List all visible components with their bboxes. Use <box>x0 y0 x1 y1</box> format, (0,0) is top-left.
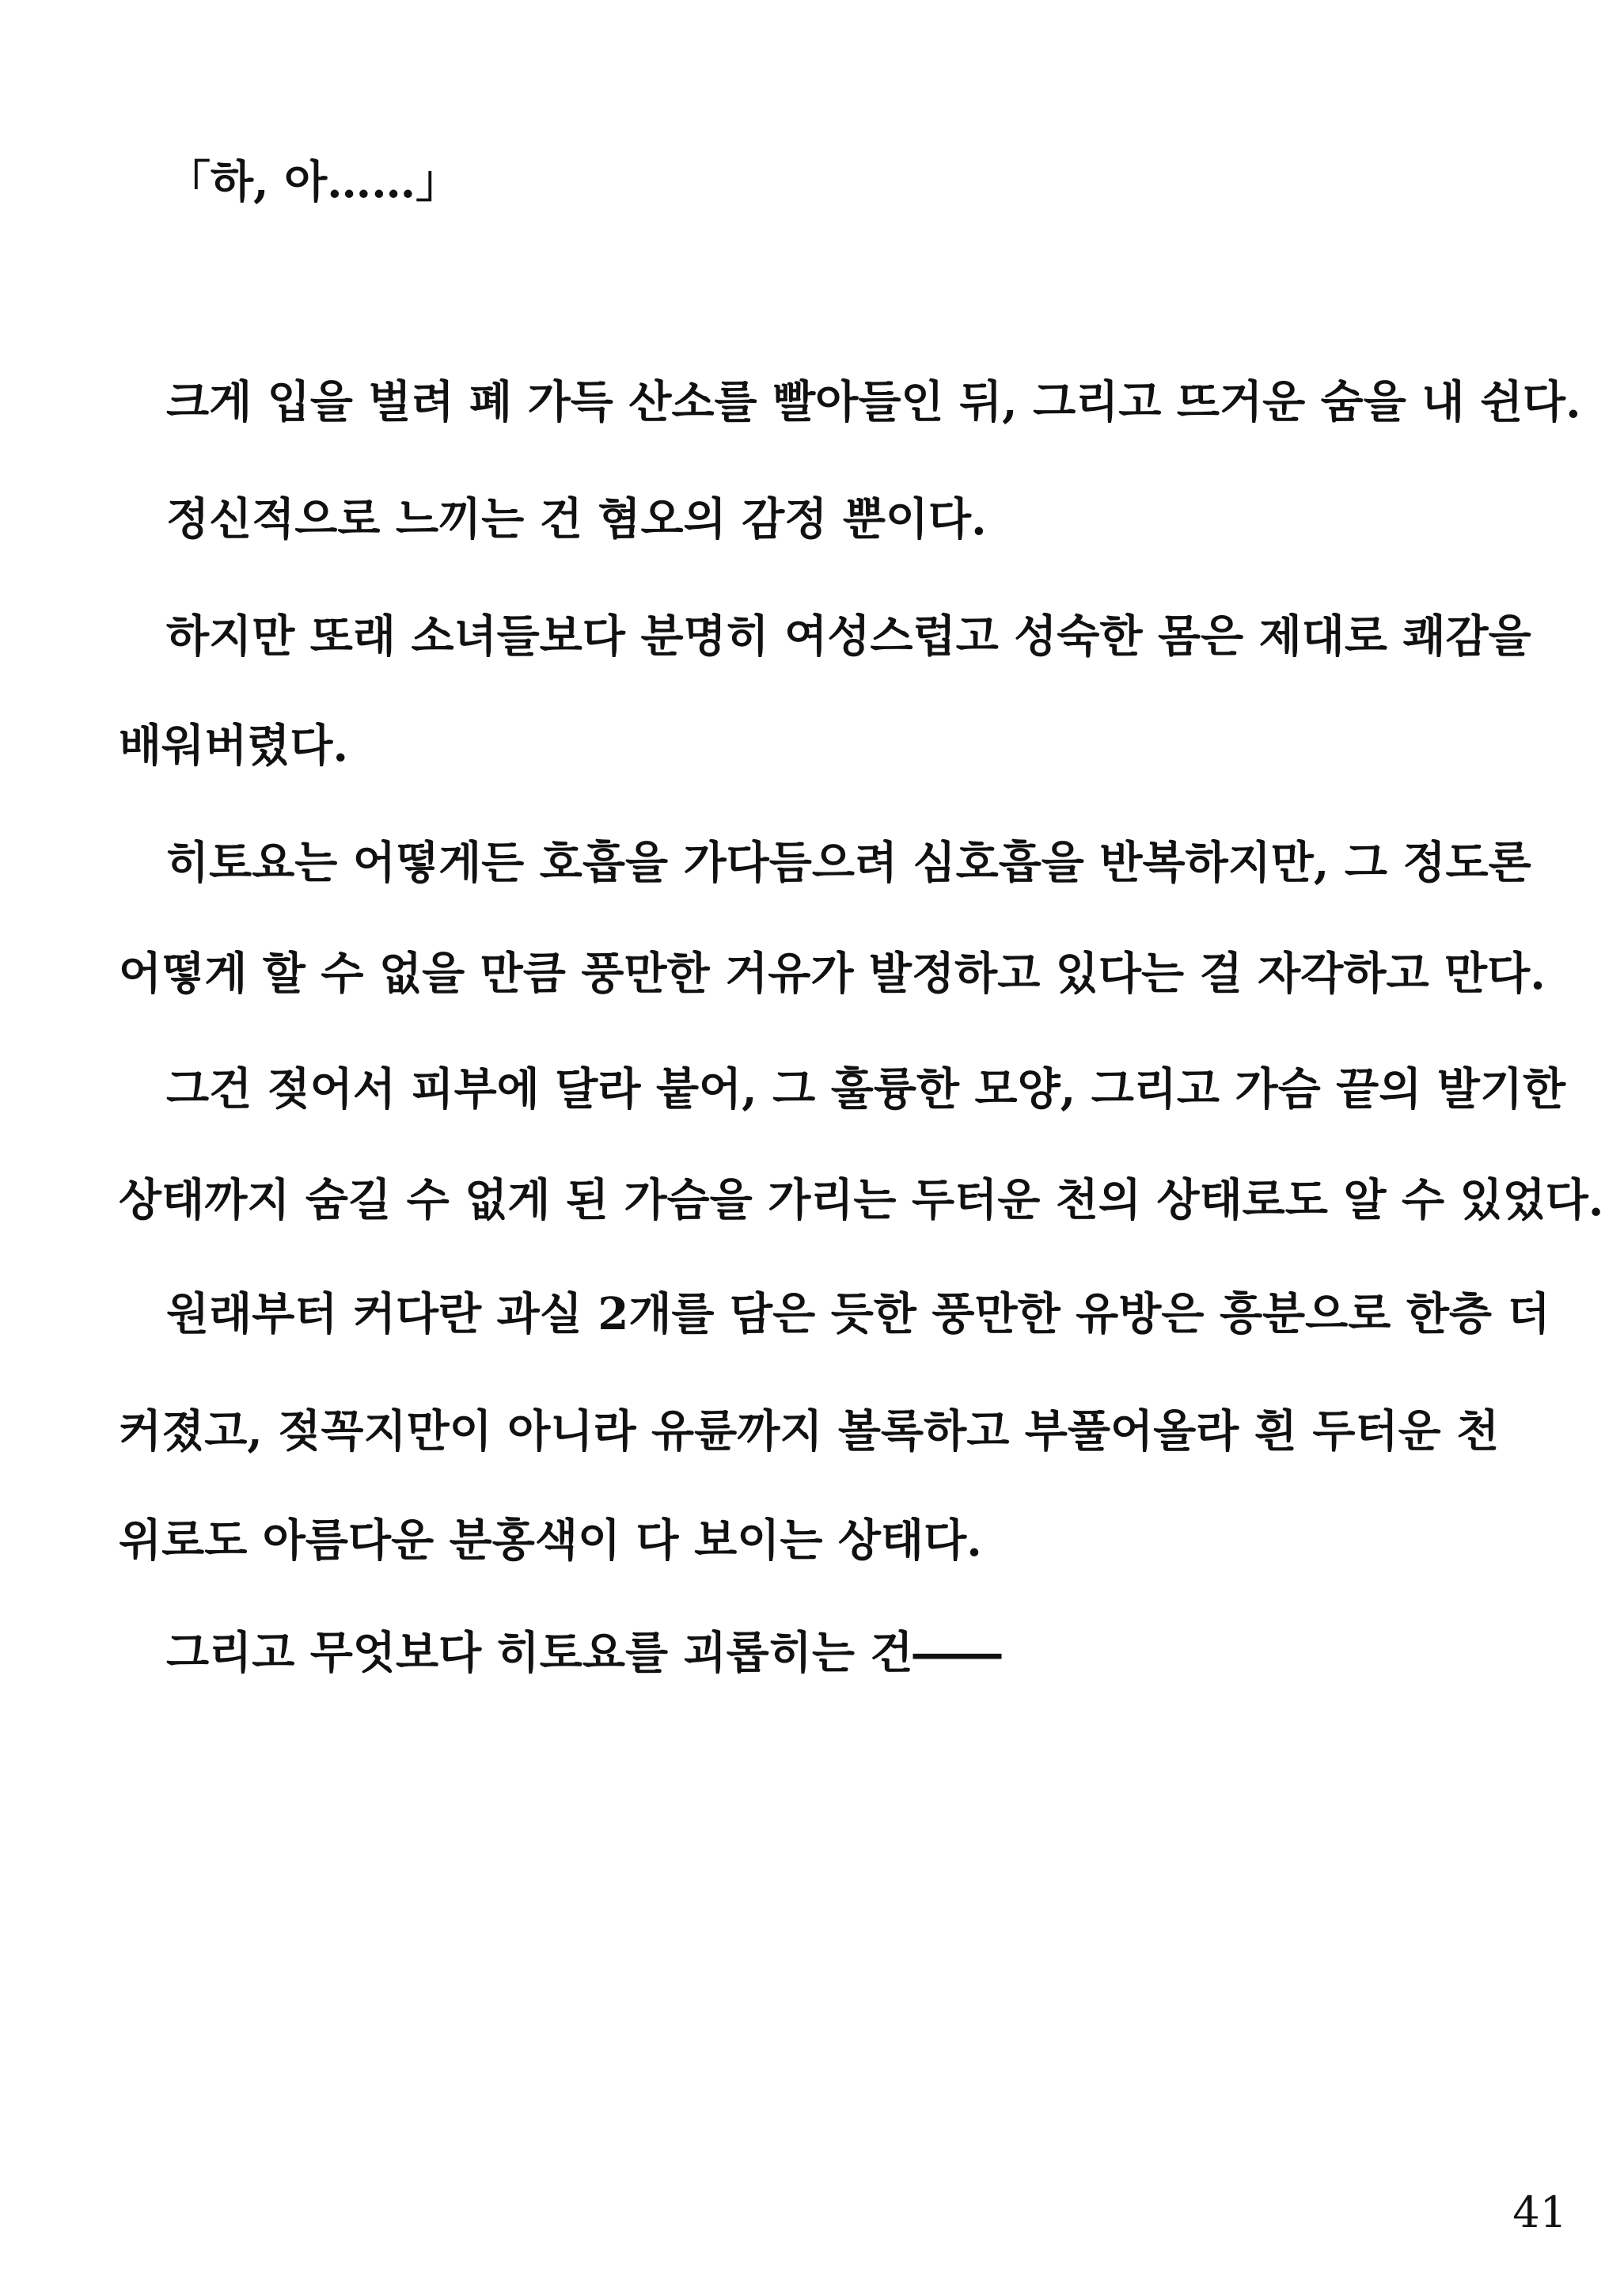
paragraph-line: 크게 입을 벌려 폐 가득 산소를 빨아들인 뒤, 그리고 뜨거운 숨을 내 쉰다. <box>166 376 1581 428</box>
paragraph-line: 커졌고, 젖꼭지만이 아니라 유륜까지 볼록하고 부풀어올라 흰 두터운 천 <box>119 1405 1500 1457</box>
dialogue-line: 「하, 아……」 <box>166 156 461 208</box>
paragraph-line: 하지만 또래 소녀들보다 분명히 여성스럽고 성숙한 몸은 제대로 쾌감을 <box>166 610 1531 663</box>
paragraph-line: 히토요는 어떻게든 호흡을 가다듬으려 심호흡을 반복하지만, 그 정도론 <box>166 837 1531 889</box>
paragraph-line: 어떻게 할 수 없을 만큼 풍만한 거유가 발정하고 있다는 걸 자각하고 만다. <box>119 948 1546 1000</box>
paragraph-line: 위로도 아름다운 분홍색이 다 보이는 상태다. <box>119 1514 982 1567</box>
paragraph-line: 배워버렸다. <box>119 720 348 772</box>
paragraph-line: 그리고 무엇보다 히토요를 괴롭히는 건―― <box>166 1627 1002 1679</box>
paragraph-line: 원래부터 커다란 과실 2개를 담은 듯한 풍만한 유방은 흥분으로 한층 더 <box>166 1288 1550 1340</box>
paragraph-line: 그건 젖어서 피부에 달라 붙어, 그 훌륭한 모양, 그리고 가슴 끝의 발기한 <box>166 1063 1566 1115</box>
paragraph-line: 정신적으로 느끼는 건 혐오의 감정 뿐이다. <box>166 493 987 545</box>
page-number: 41 <box>1512 2187 1567 2237</box>
paragraph-line: 상태까지 숨길 수 없게 된 가슴을 가리는 두터운 천의 상태로도 알 수 있었다. <box>119 1174 1604 1226</box>
